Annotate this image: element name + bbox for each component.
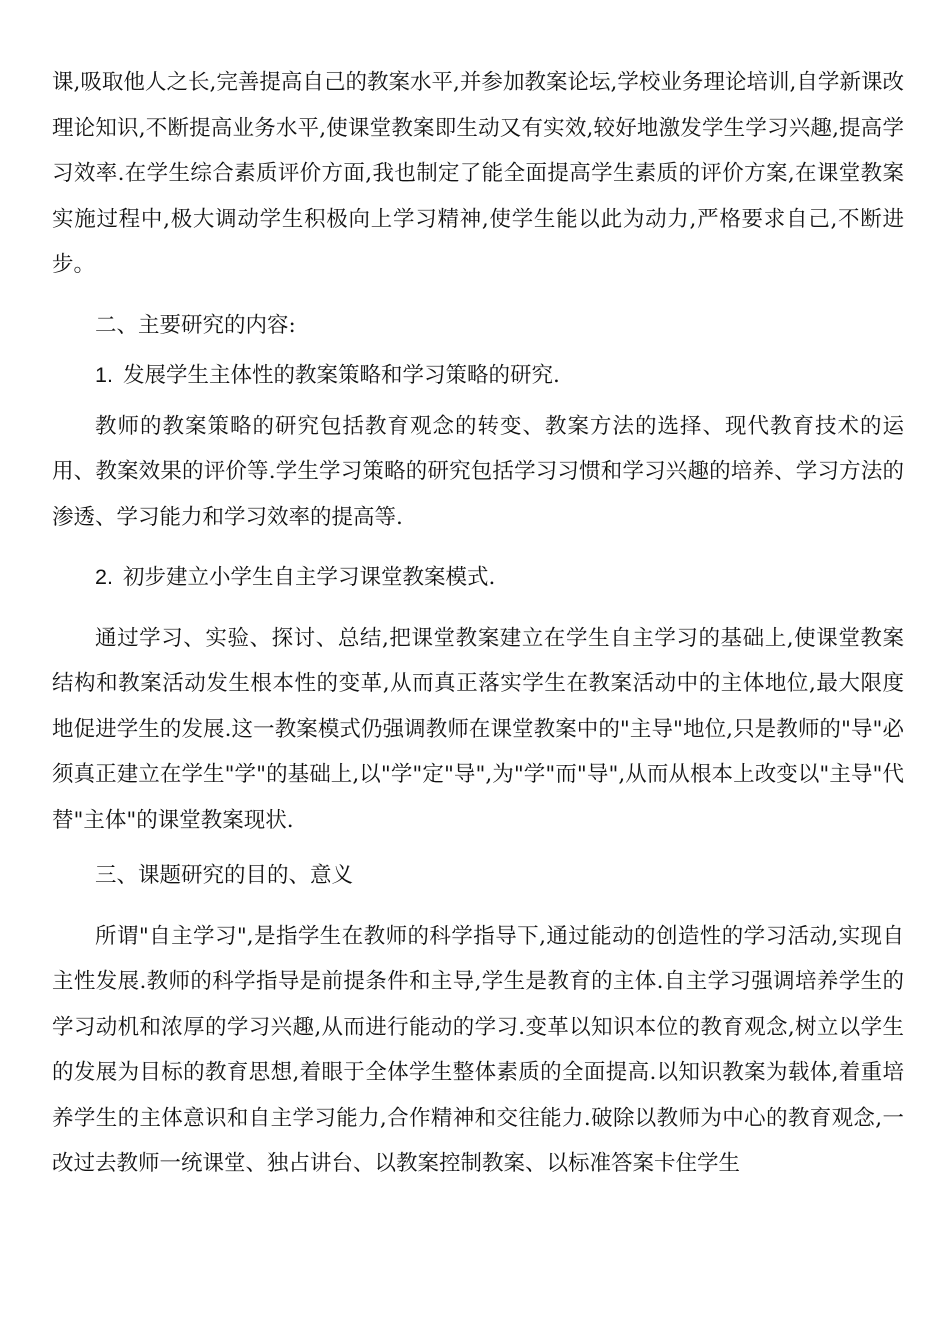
subheading-text: 发展学生主体性的教案策略和学习策略的研究. xyxy=(122,363,560,388)
subheading-1 xyxy=(52,353,904,399)
subheading-number: 2. xyxy=(95,565,113,589)
section-heading-3: 三、课题研究的目的、意义 xyxy=(95,863,354,888)
section-heading-2: 二、主要研究的内容: xyxy=(95,312,296,338)
paragraph-purpose: 所谓"自主学习",是指学生在教师的科学指导下,通过能动的创造性的学习活动,实现自主性发展.教师的科学指导是前提条件和主导,学生是教育的主体.自主学习强调培养学生的学习动机和浓厚的学习兴趣,从而进行能动的学习.变革以知识本位的教育观念,树立以学生的发展为目标的教育思想,着眼于全体学生整体素质的全面提高.以知识教案为载体,着重培养学生的主体意识和自主学习能力,合作精神和交往能力.破除以教师为中心的教育观念,一改过去教师一统课堂、独占讲台、以教案控制教案、以标准答案卡住学生 xyxy=(52,923,904,1176)
subheading-number: 1. xyxy=(95,363,113,387)
document-page xyxy=(52,60,904,1187)
subheading-2 xyxy=(52,555,904,601)
paragraph-strategies: 教师的教案策略的研究包括教育观念的转变、教案方法的选择、现代教育技术的运用、教案效果的评价等.学生学习策略的研究包括学习习惯和学习兴趣的培养、学习方法的渗透、学习能力和学习效率的提高等. xyxy=(52,413,904,530)
paragraph-continuation: 课,吸取他人之长,完善提高自己的教案水平,并参加教案论坛,学校业务理论培训,自学新课改理论知识,不断提高业务水平,使课堂教案即生动又有实效,较好地激发学生学习兴趣,提高学习效率.在学生综合素质评价方面,我也制定了能全面提高学生素质的评价方案,在课堂教案实施过程中,极大调动学生积极向上学习精神,使学生能以此为动力,严格要求自己,不断进步。 xyxy=(52,70,904,277)
subheading-text: 初步建立小学生自主学习课堂教案模式. xyxy=(122,565,496,590)
paragraph-model: 通过学习、实验、探讨、总结,把课堂教案建立在学生自主学习的基础上,使课堂教案结构和教案活动发生根本性的变革,从而真正落实学生在教案活动中的主体地位,最大限度地促进学生的发展.这一教案模式仍强调教师在课堂教案中的"主导"地位,只是教师的"导"必须真正建立在学生"学"的基础上,以"学"定"导",为"学"而"导",从而从根本上改变以"主导"代替"主体"的课堂教案现状. xyxy=(52,625,904,833)
